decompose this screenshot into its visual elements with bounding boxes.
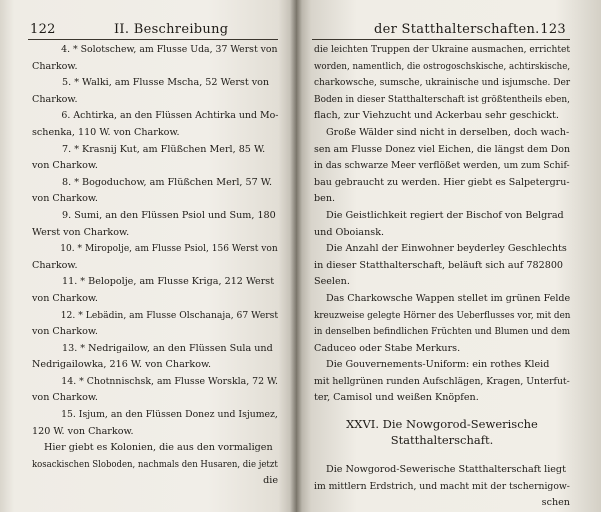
text-line: von Charkow. <box>32 392 98 404</box>
text-line: mit hellgrünen runden Aufschlägen, Kragen, Unterfut- <box>314 375 570 387</box>
left-page-number: 122 <box>30 22 56 37</box>
text-line: Hier giebt es Kolonien, die aus den vormaligen <box>44 442 273 454</box>
text-line: Das Charkowsche Wappen stellet im grünen Felde <box>325 292 571 304</box>
text-line: schenka, 110 W. von Charkow. <box>32 126 180 138</box>
text-line: Boden in dieser Statthalterschaft ist größtentheils eben, <box>314 93 570 105</box>
right-body-bottom <box>314 462 570 512</box>
text-line: worden, namentlich, die ostrogoschskische, achtirskische, <box>314 60 571 72</box>
text-line: Nedrigailowka, 216 W. von Charkow. <box>32 359 212 371</box>
text-line: 4. * Solotschew, am Flusse Uda, 37 Werst von <box>61 44 278 55</box>
text-line: 7. * Krasnij Kut, am Flüßchen Merl, 85 W. <box>62 143 266 155</box>
text-line: kreuzweise gelegte Hörner des Ueberflusses vor, mit den <box>314 309 571 321</box>
text-line: in dieser Statthalterschaft, beläuft sich auf 782800 <box>314 259 564 271</box>
text-line: schen <box>541 497 570 509</box>
text-line: von Charkow. <box>32 160 98 172</box>
left-header-rule <box>28 39 278 40</box>
text-line: flach, zur Viehzucht und Ackerbau sehr geschickt. <box>314 110 559 122</box>
text-line: Seelen. <box>314 276 350 288</box>
text-line: kosackischen Sloboden, nachmals den Husaren, die jetzt <box>32 458 278 470</box>
text-line: 10. * Miropolje, am Flusse Psiol, 156 Werst von <box>60 243 278 255</box>
text-line: die leichten Truppen der Ukraine ausmachen, errichtet <box>314 44 571 55</box>
text-line: von Charkow. <box>32 292 98 304</box>
text-line: Große Wälder sind nicht in derselben, doch wach- <box>326 126 570 138</box>
text-line: von Charkow. <box>32 326 98 338</box>
right-header-rule <box>312 39 570 40</box>
text-line: Caduceo oder Stabe Merkurs. <box>314 342 461 354</box>
text-line: 120 W. von Charkow. <box>32 425 134 437</box>
text-line: von Charkow. <box>32 193 98 205</box>
text-line: ter, Camisol und weißen Knöpfen. <box>314 392 479 404</box>
text-line: 12. * Lebädin, am Flusse Olschanaja, 67 Werst <box>60 309 279 321</box>
text-line: 11. * Belopolje, am Flusse Kriga, 212 Werst <box>62 276 275 288</box>
text-line: im mittlern Erdstrich, und macht mit der tschernigow- <box>314 480 570 492</box>
text-line: charkowsche, sumsche, ukrainische und isjumsche. Der <box>314 77 571 89</box>
left-body-text <box>32 42 278 490</box>
text-line: in denselben befindlichen Früchten und Blumen und dem <box>314 326 571 338</box>
text-line: Charkow. <box>32 93 78 105</box>
text-line: 6. Achtirka, an den Flüssen Achtirka und Mo- <box>61 110 279 122</box>
text-line: Die Anzahl der Einwohner beyderley Geschlechts <box>326 243 567 255</box>
text-line: 8. * Bogoduchow, am Flüßchen Merl, 57 W. <box>62 176 272 188</box>
text-line: Die Gouvernements-Uniform: ein rothes Kleid <box>326 359 550 371</box>
right-running-title: der Statthalterschaften. <box>374 22 540 37</box>
chapter-subheading: Statthalterschaft. <box>390 433 494 448</box>
right-page-number: 123 <box>540 22 566 37</box>
text-line: ben. <box>314 193 336 205</box>
text-line: Charkow. <box>32 60 78 72</box>
text-line: 15. Isjum, an den Flüssen Donez und Isjumez, <box>61 409 278 421</box>
right-body-top <box>314 42 570 407</box>
text-line: 13. * Nedrigailow, an den Flüssen Sula und <box>62 342 273 354</box>
text-line: bau gebraucht zu werden. Hier giebt es Salpetergru- <box>314 176 570 188</box>
chapter-heading: XXVI. Die Nowgorod-Sewerische <box>346 417 538 432</box>
text-line: sen am Flusse Donez viel Eichen, die längst dem Don <box>314 143 571 155</box>
right-running-head <box>314 22 566 38</box>
book-gutter <box>290 0 302 512</box>
text-line: 14. * Chotnnischsk, am Flusse Worskla, 72 W. <box>61 375 279 387</box>
text-line: Charkow. <box>32 259 78 271</box>
text-line: 5. * Walki, am Flusse Mscha, 52 Werst von <box>62 77 270 89</box>
text-line: Die Nowgorod-Sewerische Statthalterschaft liegt <box>326 464 566 476</box>
text-line: Die Geistlichkeit regiert der Bischof von Belgrad <box>326 209 564 221</box>
text-line: in das schwarze Meer verflößet werden, um zum Schif- <box>314 160 570 172</box>
left-running-head <box>30 22 278 38</box>
right-page <box>296 0 601 512</box>
text-line: und Oboiansk. <box>314 226 385 238</box>
right-body-text <box>314 42 570 512</box>
text-line: die <box>263 475 278 487</box>
left-page <box>0 0 296 512</box>
text-line: 9. Sumi, an den Flüssen Psiol und Sum, 180 <box>62 209 276 221</box>
text-line: Werst von Charkow. <box>32 226 130 238</box>
left-running-title: II. Beschreibung <box>114 22 229 37</box>
